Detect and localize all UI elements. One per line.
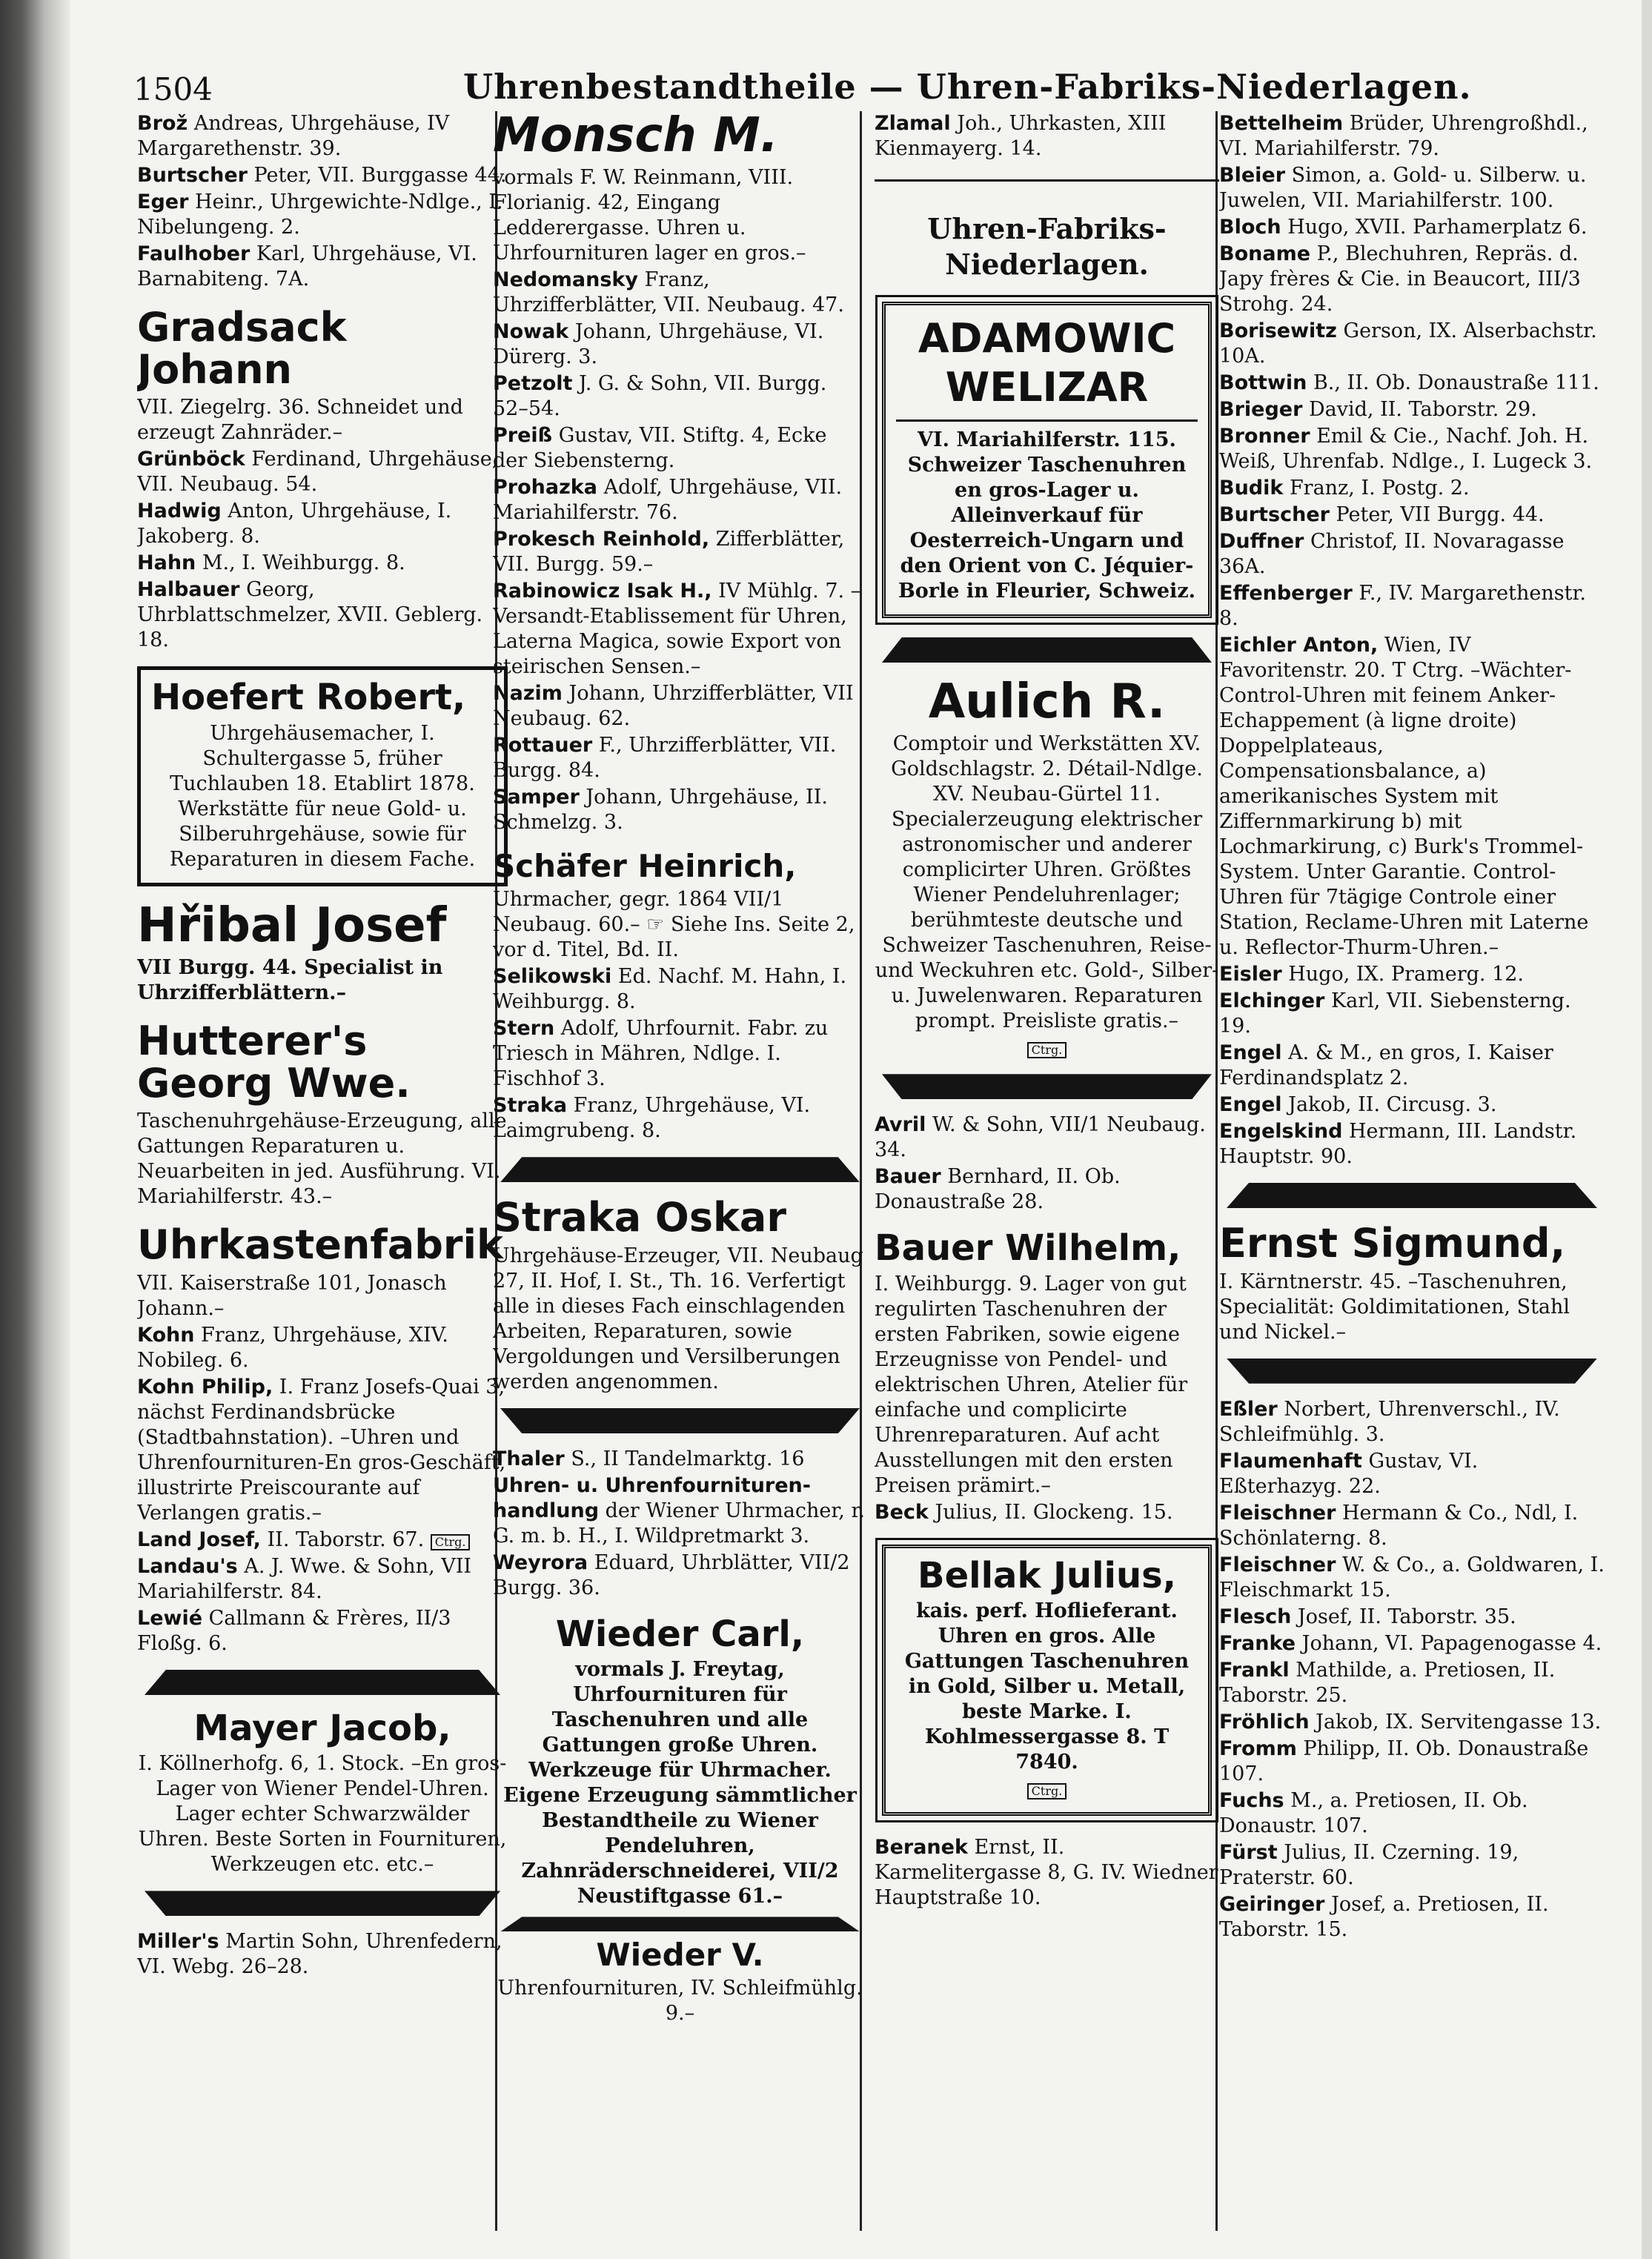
entry-name: Eisler [1219, 963, 1282, 986]
entry-name: Boname [1219, 242, 1311, 265]
running-title: Uhrenbestandtheile — Uhren-Fabriks-Niederlagen. [463, 67, 1472, 107]
entry-name: Fuchs [1219, 1788, 1284, 1812]
entry-text: Franz, Uhrgehäuse, VI. Laimgrubeng. 8. [493, 1094, 811, 1143]
entry-text: Brüder, Uhrengroßhdl., VI. Mariahilferstr. 79. [1219, 112, 1588, 160]
entry-text: Ed. Nachf. M. Hahn, I. Weihburgg. 8. [493, 965, 847, 1014]
entry-text: Johann, Uhrgehäuse, II. Schmelzg. 3. [493, 786, 828, 835]
entry-name: Stern [493, 1017, 555, 1041]
entry-text: P., Blechuhren, Repräs. d. Japy frères & Cie. in Beaucort, III/3 Strohg. 24. [1219, 242, 1581, 316]
ad-text: Uhrenfournituren, IV. Schleifmühlg. 9.– [497, 1977, 863, 2026]
directory-entry [1219, 111, 1605, 162]
directory-entry [137, 163, 508, 188]
directory-entry [1219, 1501, 1605, 1551]
entry-text: Georg, Uhrblattschmelzer, XVII. Geblerg. 18. [137, 578, 483, 652]
ctrg-badge: Ctrg. [1027, 1783, 1067, 1799]
entry-text: Johann, Uhrgehäuse, VI. Dürerg. 3. [493, 320, 824, 369]
entry-name: Nowak [493, 320, 569, 344]
entry-name: Fromm [1219, 1736, 1297, 1760]
directory-entry [1219, 242, 1605, 317]
entry-text: II. Taborstr. 67. [267, 1528, 425, 1552]
entry-name: Engel [1219, 1041, 1282, 1064]
directory-entry [1219, 1449, 1605, 1499]
column-1 [137, 111, 508, 2246]
directory-entry [1219, 1840, 1605, 1891]
entry-name: Borisewitz [1219, 319, 1337, 342]
directory-entry [1219, 476, 1605, 501]
entry-text: F., IV. Margarethenstr. 8. [1219, 582, 1586, 630]
entry-name: Avril [875, 1113, 926, 1137]
book-spine [0, 0, 70, 2259]
entry-text: Julius, II. Czerning. 19, Praterstr. 60. [1219, 1840, 1519, 1889]
directory-entry [1219, 1119, 1605, 1170]
entry-text: Johann, Uhrzifferblätter, VII Neubaug. 62. [493, 682, 854, 731]
entry-name: Beranek [875, 1835, 968, 1859]
entry-text: Jakob, IX. Servitengasse 13. [1316, 1710, 1602, 1734]
entry-text: S., II Tandelmarktg. 16 [571, 1447, 805, 1470]
directory-entry [493, 1447, 867, 1472]
ornament-bar [1227, 1183, 1597, 1208]
entry-name: Brož [137, 112, 188, 135]
entry-name: Kohn Philip, [137, 1376, 273, 1399]
page-number: 1504 [133, 71, 213, 107]
entry-name: Eichler Anton, [1219, 634, 1379, 657]
entry-name: Faulhober [137, 242, 251, 265]
entry-name: Straka [493, 1094, 568, 1118]
entry-name: Nazim [493, 682, 563, 706]
ad-heading: Hutterer's Georg Wwe. [137, 1017, 411, 1107]
entry-text: Karl, VII. Siebensterng. 19. [1219, 989, 1571, 1038]
entry-name: Elchinger [1219, 989, 1325, 1012]
directory-entry [1219, 163, 1605, 213]
directory-entry [1219, 1788, 1605, 1839]
directory-entry [137, 1527, 508, 1553]
directory-entry [493, 785, 867, 835]
entry-text: Simon, a. Gold- u. Silberw. u. Juwelen, VII. Mariahilferstr. 100. [1219, 164, 1587, 212]
ad-text: vormals F. W. Reinmann, VIII. Florianig. 42, Eingang Ledderergasse. Uhren u. Uhrfournituren lager en gros.– [493, 166, 806, 265]
directory-entry [1219, 1553, 1605, 1603]
directory-entry [137, 551, 508, 576]
entry-name: Effenberger [1219, 582, 1353, 605]
entry-name: Burtscher [137, 164, 248, 187]
entry-name: Thaler [493, 1447, 565, 1470]
ad-heading: Hoefert Robert, [151, 677, 466, 719]
directory-entry [137, 1375, 508, 1526]
directory-entry [1219, 397, 1605, 422]
entry-name: Duffner [1219, 530, 1304, 553]
ornament-bar [882, 637, 1212, 663]
ad-text: VII Burgg. 44. Specialist in Uhrzifferblättern.– [137, 955, 443, 1004]
ad-text: Uhrgehäusemacher, I. Schultergasse 5, früher Tuchlauben 18. Etablirt 1878. Werkstätte für neue Gold- u. Silberuhrgehäuse, sowie für Reparaturen in diesem Fache. [169, 721, 476, 871]
ad-text: VII. Ziegelrg. 36. Schneidet und erzeugt Zahnräder.– [137, 396, 463, 445]
entry-name: Samper [493, 786, 580, 809]
ad-text: VI. Mariahilferstr. 115. Schweizer Taschenuhren en gros-Lager u. Alleinverkauf für Oesterreich-Ungarn und den Orient von C. Jéquier-Borle in Fleurier, Schweiz. [896, 419, 1198, 604]
ornament-bar [500, 1408, 860, 1433]
entry-text: A. J. Wwe. & Sohn, VII Mariahilferstr. 84. [137, 1555, 472, 1604]
ornament-bar [500, 1157, 860, 1182]
entry-text: Gustav, VI. Eßterhazyg. 22. [1219, 1449, 1479, 1498]
entry-name: Halbauer [137, 578, 240, 602]
entry-name: Franke [1219, 1631, 1296, 1655]
boxed-advertisement [882, 1545, 1212, 1816]
entry-text: Ferdinand, Uhrgehäuse, VII. Neubaug. 54. [137, 448, 499, 497]
entry-name: Rottauer [493, 734, 593, 757]
directory-entry [493, 681, 867, 732]
entry-name: Bloch [1219, 216, 1281, 239]
entry-text: W. & Sohn, VII/1 Neubaug. 34. [875, 1113, 1206, 1162]
directory-entry [137, 190, 508, 240]
entry-text: Christof, II. Novaragasse 36A. [1219, 530, 1565, 578]
directory-entry [137, 1554, 508, 1605]
entry-text: Gerson, IX. Alserbachstr. 10A. [1219, 319, 1597, 368]
entry-name: Engelskind [1219, 1120, 1343, 1143]
ad-heading: Gradsack Johann [137, 304, 347, 393]
directory-entry [137, 1929, 508, 1980]
ad-heading: Schäfer Heinrich, [493, 848, 797, 885]
entry-text: I. Franz Josefs-Quai 3, nächst Ferdinandsbrücke (Stadtbahnstation). –Uhren und Uhrenfournituren-En gros-Geschäft, illustrirte Preiscourante auf Verlangen gratis.– [137, 1376, 506, 1525]
directory-entry [137, 111, 508, 162]
entry-text: Wien, IV Favoritenstr. 20. T Ctrg. –Wächter-Control-Uhren mit feinem Anker-Echappement (à ligne droite) Doppelplateaus, Compensationsbalance, a) amerikanisches System mit Ziffernmarkirung b) mit Lochmarkirung, c) Burk's Trommel-System. Unter Garantie. Control-Uhren für 7tägige Controle einer Station, Reclame-Uhren mit Laterne u. Reflector-Thurm-Uhren.– [1219, 634, 1589, 959]
ad-heading: Straka Oskar [493, 1194, 786, 1241]
directory-entry [875, 111, 1219, 162]
directory-entry [493, 1473, 867, 1549]
page-header [70, 58, 1597, 110]
ornament-bar [145, 1670, 500, 1695]
entry-name: Kohn [137, 1324, 195, 1347]
entry-name: Prokesch Reinhold, [493, 528, 710, 551]
directory-entry [1219, 1631, 1605, 1656]
entry-name: Weyrora [493, 1550, 588, 1574]
entry-text: Adolf, Uhrgehäuse, VII. Mariahilferstr. 76. [493, 476, 843, 525]
directory-entry [493, 268, 867, 318]
directory-entry [493, 527, 867, 577]
directory-entry [493, 1016, 867, 1092]
section-heading: Uhren-Fabriks-Niederlagen. [875, 179, 1219, 282]
entry-text: David, II. Taborstr. 29. [1309, 398, 1537, 421]
entry-name: Nedomansky [493, 268, 638, 292]
entry-text: Mathilde, a. Pretiosen, II. Taborstr. 25. [1219, 1658, 1556, 1707]
ad-heading: Bellak Julius, [918, 1554, 1176, 1596]
directory-entry [875, 1164, 1219, 1215]
directory-entry [1219, 1710, 1605, 1735]
ad-heading: WELIZAR [945, 364, 1149, 411]
entry-text: Hugo, IX. Pramerg. 12. [1288, 963, 1524, 986]
directory-entry [493, 1550, 867, 1601]
ad-text: kais. perf. Hoflieferant. Uhren en gros. Alle Gattungen Taschenuhren in Gold, Silber u. Metall, beste Marke. I. Kohlmessergasse 8. T 7840. [904, 1599, 1190, 1774]
entry-name: Landau's [137, 1555, 238, 1579]
entry-name: Budik [1219, 477, 1284, 500]
entry-name: Bronner [1219, 425, 1310, 448]
entry-name: Bettelheim [1219, 112, 1344, 135]
entry-text: Josef, II. Taborstr. 35. [1297, 1605, 1516, 1628]
ornament-bar [1227, 1359, 1597, 1384]
ad-heading: Wieder Carl, [555, 1613, 805, 1655]
entry-name: Beck [875, 1500, 929, 1524]
entry-text: Peter, VII Burgg. 44. [1336, 503, 1545, 526]
ad-text: I. Weihburgg. 9. Lager von gut regulirten Taschenuhren der ersten Fabriken, sowie eigene Erzeugnisse von Pendel- und elektrischen Uhren, Atelier für einfache und complicirte Uhrenreparaturen. Auf acht Ausstellungen mit den ersten Preisen prämirt.– [875, 1272, 1188, 1497]
entry-text: Martin Sohn, Uhrenfedern, VI. Webg. 26–28. [137, 1930, 502, 1979]
directory-entry [875, 1835, 1219, 1911]
ad-heading: Bauer Wilhelm, [875, 1227, 1181, 1270]
entry-name: Land Josef, [137, 1528, 261, 1552]
entry-text: Adolf, Uhrfournit. Fabr. zu Triesch in Mähren, Ndlge. I. Fischhof 3. [493, 1017, 829, 1091]
directory-entry [137, 447, 508, 497]
entry-text: Hermann, III. Landstr. Hauptstr. 90. [1219, 1120, 1577, 1168]
entry-text: Gustav, VII. Stiftg. 4, Ecke der Siebensterng. [493, 424, 827, 473]
entry-text: Callmann & Frères, II/3 Floßg. 6. [137, 1607, 451, 1656]
entry-text: Joh., Uhrkasten, XIII Kienmayerg. 14. [875, 112, 1167, 160]
ad-text: Uhrgehäuse-Erzeuger, VII. Neubaug 27, II. Hof, I. St., Th. 16. Verfertigt alle in dieses Fach einschlagenden Arbeiten, Reparaturen, sowie Vergoldungen und Versilberungen werden angenommen. [493, 1244, 863, 1393]
entry-name: Fleischner [1219, 1553, 1336, 1576]
ad-heading: Aulich R. [928, 674, 1166, 729]
entry-name: Geiringer [1219, 1892, 1325, 1916]
directory-entry [137, 499, 508, 549]
directory-entry [137, 242, 508, 292]
entry-text: A. & M., en gros, I. Kaiser Ferdinandsplatz 2. [1219, 1041, 1553, 1089]
entry-name: Flesch [1219, 1605, 1292, 1628]
entry-text: Bernhard, II. Ob. Donaustraße 28. [875, 1165, 1121, 1214]
directory-entry [1219, 633, 1605, 961]
entry-name: Hahn [137, 551, 196, 575]
ad-heading: Hřibal Josef [137, 898, 447, 953]
directory-entry [1219, 215, 1605, 240]
entry-name: Lewié [137, 1607, 203, 1631]
entry-name: Grünböck [137, 448, 245, 471]
directory-entry [1219, 1041, 1605, 1091]
entry-name: Burtscher [1219, 503, 1330, 526]
entry-text: Zifferblätter, VII. Burgg. 59.– [493, 528, 845, 577]
entry-text: Hugo, XVII. Parhamerplatz 6. [1287, 216, 1588, 239]
entry-text: W. & Co., a. Goldwaren, I. Fleischmarkt 15. [1219, 1553, 1605, 1602]
directory-entry [137, 577, 508, 653]
entry-name: Prohazka [493, 476, 597, 500]
entry-name: Rabinowicz Isak H., [493, 580, 712, 603]
ad-heading: Monsch M. [493, 111, 779, 163]
ad-heading: ADAMOWIC [918, 315, 1176, 362]
ctrg-badge: Ctrg. [431, 1534, 471, 1550]
entry-text: Franz, Uhrgehäuse, XIV. Nobileg. 6. [137, 1324, 449, 1373]
ad-text: Taschenuhrgehäuse-Erzeugung, alle Gattungen Reparaturen u. Neuarbeiten in jed. Ausführung. VI. Mariahilferstr. 43.– [137, 1109, 507, 1209]
entry-name: Fürst [1219, 1840, 1278, 1864]
directory-entry [1219, 319, 1605, 369]
ad-text: Comptoir und Werkstätten XV. Goldschlagstr. 2. Détail-Ndlge. XV. Neubau-Gürtel 11. Specialerzeugung elektrischer astronomischer und anderer complicirter Uhren. Größtes Wiener Pendeluhrenlager; berühmteste deutsche und Schweizer Taschenuhren, Reise- und Weckuhren etc. Gold-, Silber- u. Juwelenwaren. Reparaturen prompt. Preisliste gratis.– [875, 732, 1219, 1033]
entry-name: Fröhlich [1219, 1710, 1310, 1734]
ad-text: vormals J. Freytag, Uhrfournituren für Taschenuhren und alle Gattungen große Uhren. Werkzeuge für Uhrmacher. Eigene Erzeugung sämmtlicher Bestandtheile zu Wiener Pendeluhren, Zahnräderschneiderei, VII/2 Neustiftgasse 61.– [503, 1658, 857, 1908]
entry-name: Bleier [1219, 164, 1286, 187]
directory-entry [1219, 1092, 1605, 1118]
directory-entry [875, 1112, 1219, 1163]
entry-name: Engel [1219, 1093, 1282, 1116]
entry-name: Hadwig [137, 500, 222, 523]
entry-text: Anton, Uhrgehäuse, I. Jakoberg. 8. [137, 500, 452, 548]
entry-text: F., Uhrzifferblätter, VII. Burgg. 84. [493, 734, 837, 783]
directory-entry [1219, 962, 1605, 987]
ornament-bar [500, 1917, 860, 1931]
entry-text: Philipp, II. Ob. Donaustraße 107. [1219, 1736, 1589, 1785]
entry-text: Jakob, II. Circusg. 3. [1288, 1093, 1497, 1116]
entry-name: Brieger [1219, 398, 1303, 421]
ad-text: VII. Kaiserstraße 101, Jonasch Johann.– [137, 1272, 447, 1321]
ornament-bar [145, 1891, 500, 1916]
ad-heading: Mayer Jacob, [193, 1708, 451, 1750]
entry-text: der Wiener Uhrmacher, r. G. m. b. H., I. Wildpretmarkt 3. [493, 1499, 865, 1548]
directory-entry [493, 319, 867, 370]
directory-entry [493, 1093, 867, 1144]
entry-text: Emil & Cie., Nachf. Joh. H. Weiß, Uhrenfab. Ndlge., I. Lugeck 3. [1219, 425, 1593, 473]
directory-entry [493, 423, 867, 474]
entry-name: Bottwin [1219, 371, 1307, 394]
entry-text: Josef, a. Pretiosen, II. Taborstr. 15. [1219, 1892, 1549, 1941]
directory-entry [493, 733, 867, 783]
entry-name: Bauer [875, 1165, 941, 1189]
entry-text: Ernst, II. Karmelitergasse 8, G. IV. Wiedner Hauptstraße 10. [875, 1835, 1218, 1909]
boxed-advertisement [882, 302, 1212, 618]
directory-entry [1219, 424, 1605, 474]
entry-name: Flaumenhaft [1219, 1449, 1362, 1473]
directory-entry [1219, 1397, 1605, 1447]
column-2 [493, 111, 867, 2246]
entry-name: Fleischner [1219, 1501, 1336, 1525]
directory-entry [1219, 989, 1605, 1039]
ctrg-badge: Ctrg. [1027, 1042, 1067, 1058]
ad-text: I. Köllnerhofg. 6, 1. Stock. –En gros-Lager von Wiener Pendel-Uhren. Lager echter Schwarzwälder Uhren. Beste Sorten in Fournituren, Werkzeugen etc. etc.– [138, 1752, 507, 1877]
directory-entry [493, 579, 867, 680]
ad-text: I. Kärntnerstr. 45. –Taschenuhren, Specialität: Goldimitationen, Stahl und Nickel.– [1219, 1270, 1570, 1344]
column-3 [875, 111, 1219, 2246]
entry-text: B., II. Ob. Donaustraße 111. [1313, 371, 1599, 394]
directory-entry [493, 964, 867, 1015]
ad-heading: Uhrkastenfabrik [137, 1221, 503, 1269]
directory-entry [137, 1606, 508, 1656]
entry-text: Norbert, Uhrenverschl., IV. Schleifmühlg. 3. [1219, 1397, 1560, 1446]
directory-entry [1219, 1658, 1605, 1708]
entry-text: J. G. & Sohn, VII. Burgg. 52–54. [493, 372, 827, 421]
directory-entry [1219, 581, 1605, 631]
ad-heading: Ernst Sigmund, [1219, 1220, 1566, 1267]
entry-text: Franz, Uhrzifferblätter, VII. Neubaug. 47. [493, 268, 844, 317]
entry-text: Heinr., Uhrgewichte-Ndlge., I. Nibelungeng. 2. [137, 190, 503, 239]
entry-text: IV Mühlg. 7. –Versandt-Etablissement für Uhren, Laterna Magica, sowie Export von steirischen Sensen.– [493, 580, 861, 679]
entry-text: Franz, I. Postg. 2. [1289, 477, 1470, 500]
entry-name: Petzolt [493, 372, 573, 396]
directory-entry [1219, 1605, 1605, 1630]
entry-name: Uhren- u. Uhrenfournituren-handlung [493, 1473, 811, 1522]
entry-name: Eßler [1219, 1397, 1278, 1421]
entry-name: Selikowski [493, 965, 612, 989]
directory-entry [875, 1500, 1219, 1525]
directory-entry [1219, 1892, 1605, 1943]
entry-name: Zlamal [875, 112, 951, 135]
entry-text: Johann, VI. Papagenogasse 4. [1301, 1631, 1602, 1655]
entry-name: Eger [137, 190, 189, 213]
ornament-bar [882, 1074, 1212, 1099]
entry-text: Karl, Uhrgehäuse, VI. Barnabiteng. 7A. [137, 242, 477, 291]
entry-text: Andreas, Uhrgehäuse, IV Margarethenstr. 39. [137, 112, 450, 160]
entry-text: M., a. Pretiosen, II. Ob. Donaustr. 107. [1219, 1788, 1528, 1837]
entry-name: Miller's [137, 1930, 219, 1954]
column-4 [1219, 111, 1605, 2246]
directory-entry [1219, 371, 1605, 396]
entry-text: Eduard, Uhrblätter, VII/2 Burgg. 36. [493, 1550, 850, 1599]
directory-entry [1219, 1736, 1605, 1787]
entry-text: M., I. Weihburgg. 8. [202, 551, 405, 575]
entry-name: Frankl [1219, 1658, 1290, 1682]
directory-entry [1219, 502, 1605, 528]
entry-text: Peter, VII. Burggasse 44. [253, 164, 507, 187]
directory-entry [493, 371, 867, 422]
entry-text: Julius, II. Glockeng. 15. [935, 1500, 1173, 1524]
directory-entry [1219, 529, 1605, 580]
ad-text: Uhrmacher, gegr. 1864 VII/1 Neubaug. 60.– ☞ Siehe Ins. Seite 2, vor d. Titel, Bd. II. [493, 888, 855, 962]
directory-entry [137, 1323, 508, 1373]
boxed-advertisement [137, 666, 508, 886]
entry-name: Preiß [493, 424, 553, 448]
ad-heading: Wieder V. [596, 1937, 764, 1974]
entry-text: Hermann & Co., Ndl, I. Schönlaterng. 8. [1219, 1501, 1579, 1550]
directory-entry [493, 475, 867, 525]
